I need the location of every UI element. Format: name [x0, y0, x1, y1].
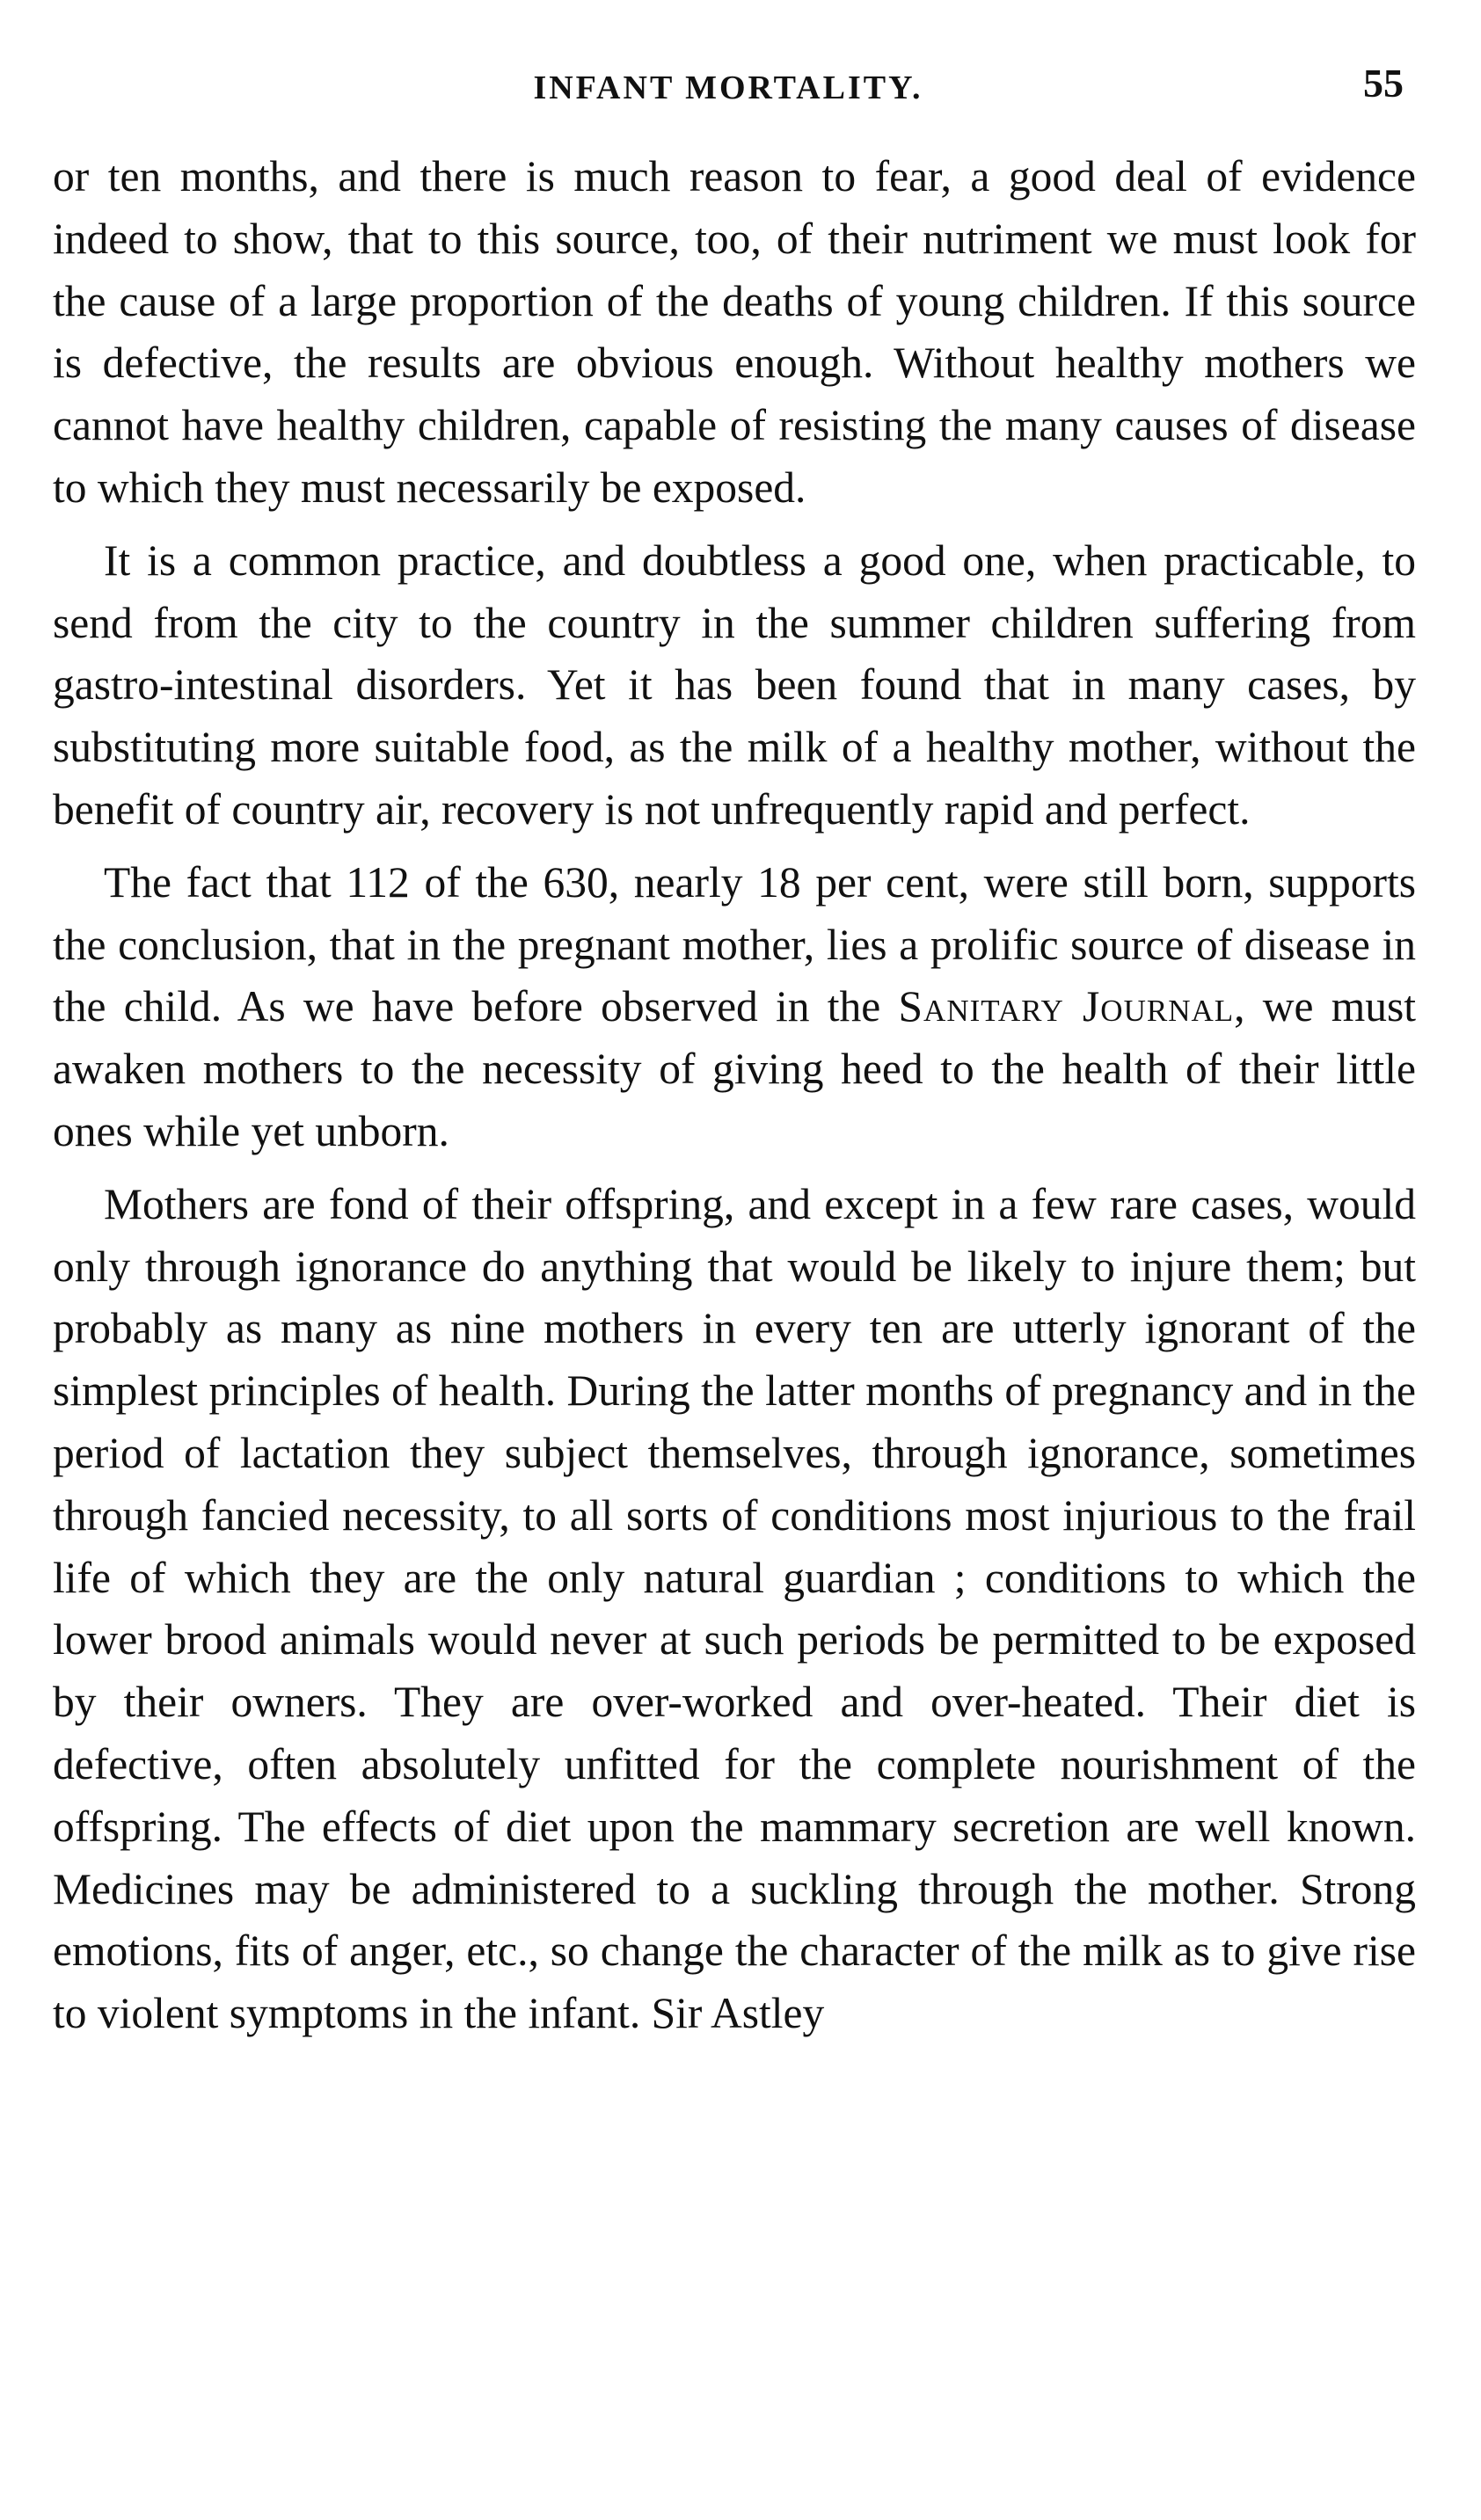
- running-head: [53, 53, 1404, 114]
- paragraph-3-text-start: The fact that 112 of the 630, nearly 18 per cent, were still born, supports the conclusion, that in the pregnant mother, lies a prolific source of disease in the child. As we have before observed in the: [53, 857, 1416, 1031]
- paragraph-3: [53, 852, 1416, 1163]
- paragraph-2: It is a common practice, and doubtless a good one, when practicable, to send from the city to the country in the summer children suffering from gastro-intestinal disorders. Yet it has been found that in many cases, by substituting more suitable food, as the milk of a healthy mother, without the benefit of country air, recovery is not unfrequently rapid and perfect.: [53, 535, 1416, 834]
- page-number: 55: [1363, 61, 1404, 106]
- running-title: INFANT MORTALITY.: [533, 69, 923, 106]
- paragraph-3-text-end: , we must awaken mothers to the necessity of giving heed to the health of their little ones while yet unborn.: [53, 982, 1416, 1155]
- journal-title: Sanitary Journal: [898, 982, 1235, 1031]
- paragraph-4: Mothers are fond of their offspring, and except in a few rare cases, would only through ignorance do anything that would be likely to injure them; but probably as many as nine mothers in every ten are utterly ignorant of the simplest principles of health. During the latter months of pregnancy and in the period of lactation they subject themselves, through ignorance, sometimes through fancied necessity, to all sorts of conditions most injurious to the frail life of which they are the only natural guardian ; conditions to which the lower brood animals would never at such periods be permitted to be exposed by their owners. They are over-worked and over-heated. Their diet is defective, often absolutely unfitted for the complete nourishment of the offspring. The effects of diet upon the mammary secretion are well known. Medicines may be administered to a suckling through the mother. Strong emotions, fits of anger, etc., so change the character of the milk as to give rise to violent symptoms in the infant. Sir Astley: [53, 1179, 1416, 2038]
- paragraph-1: or ten months, and there is much reason to fear, a good deal of evidence indeed to show, that to this source, too, of their nutriment we must look for the cause of a large proportion of the deaths of young children. If this source is defective, the results are obvious enough. Without healthy mothers we cannot have healthy children, capable of resisting the many causes of disease to which they must necessarily be exposed.: [53, 152, 1416, 512]
- body-text: [53, 146, 1416, 2056]
